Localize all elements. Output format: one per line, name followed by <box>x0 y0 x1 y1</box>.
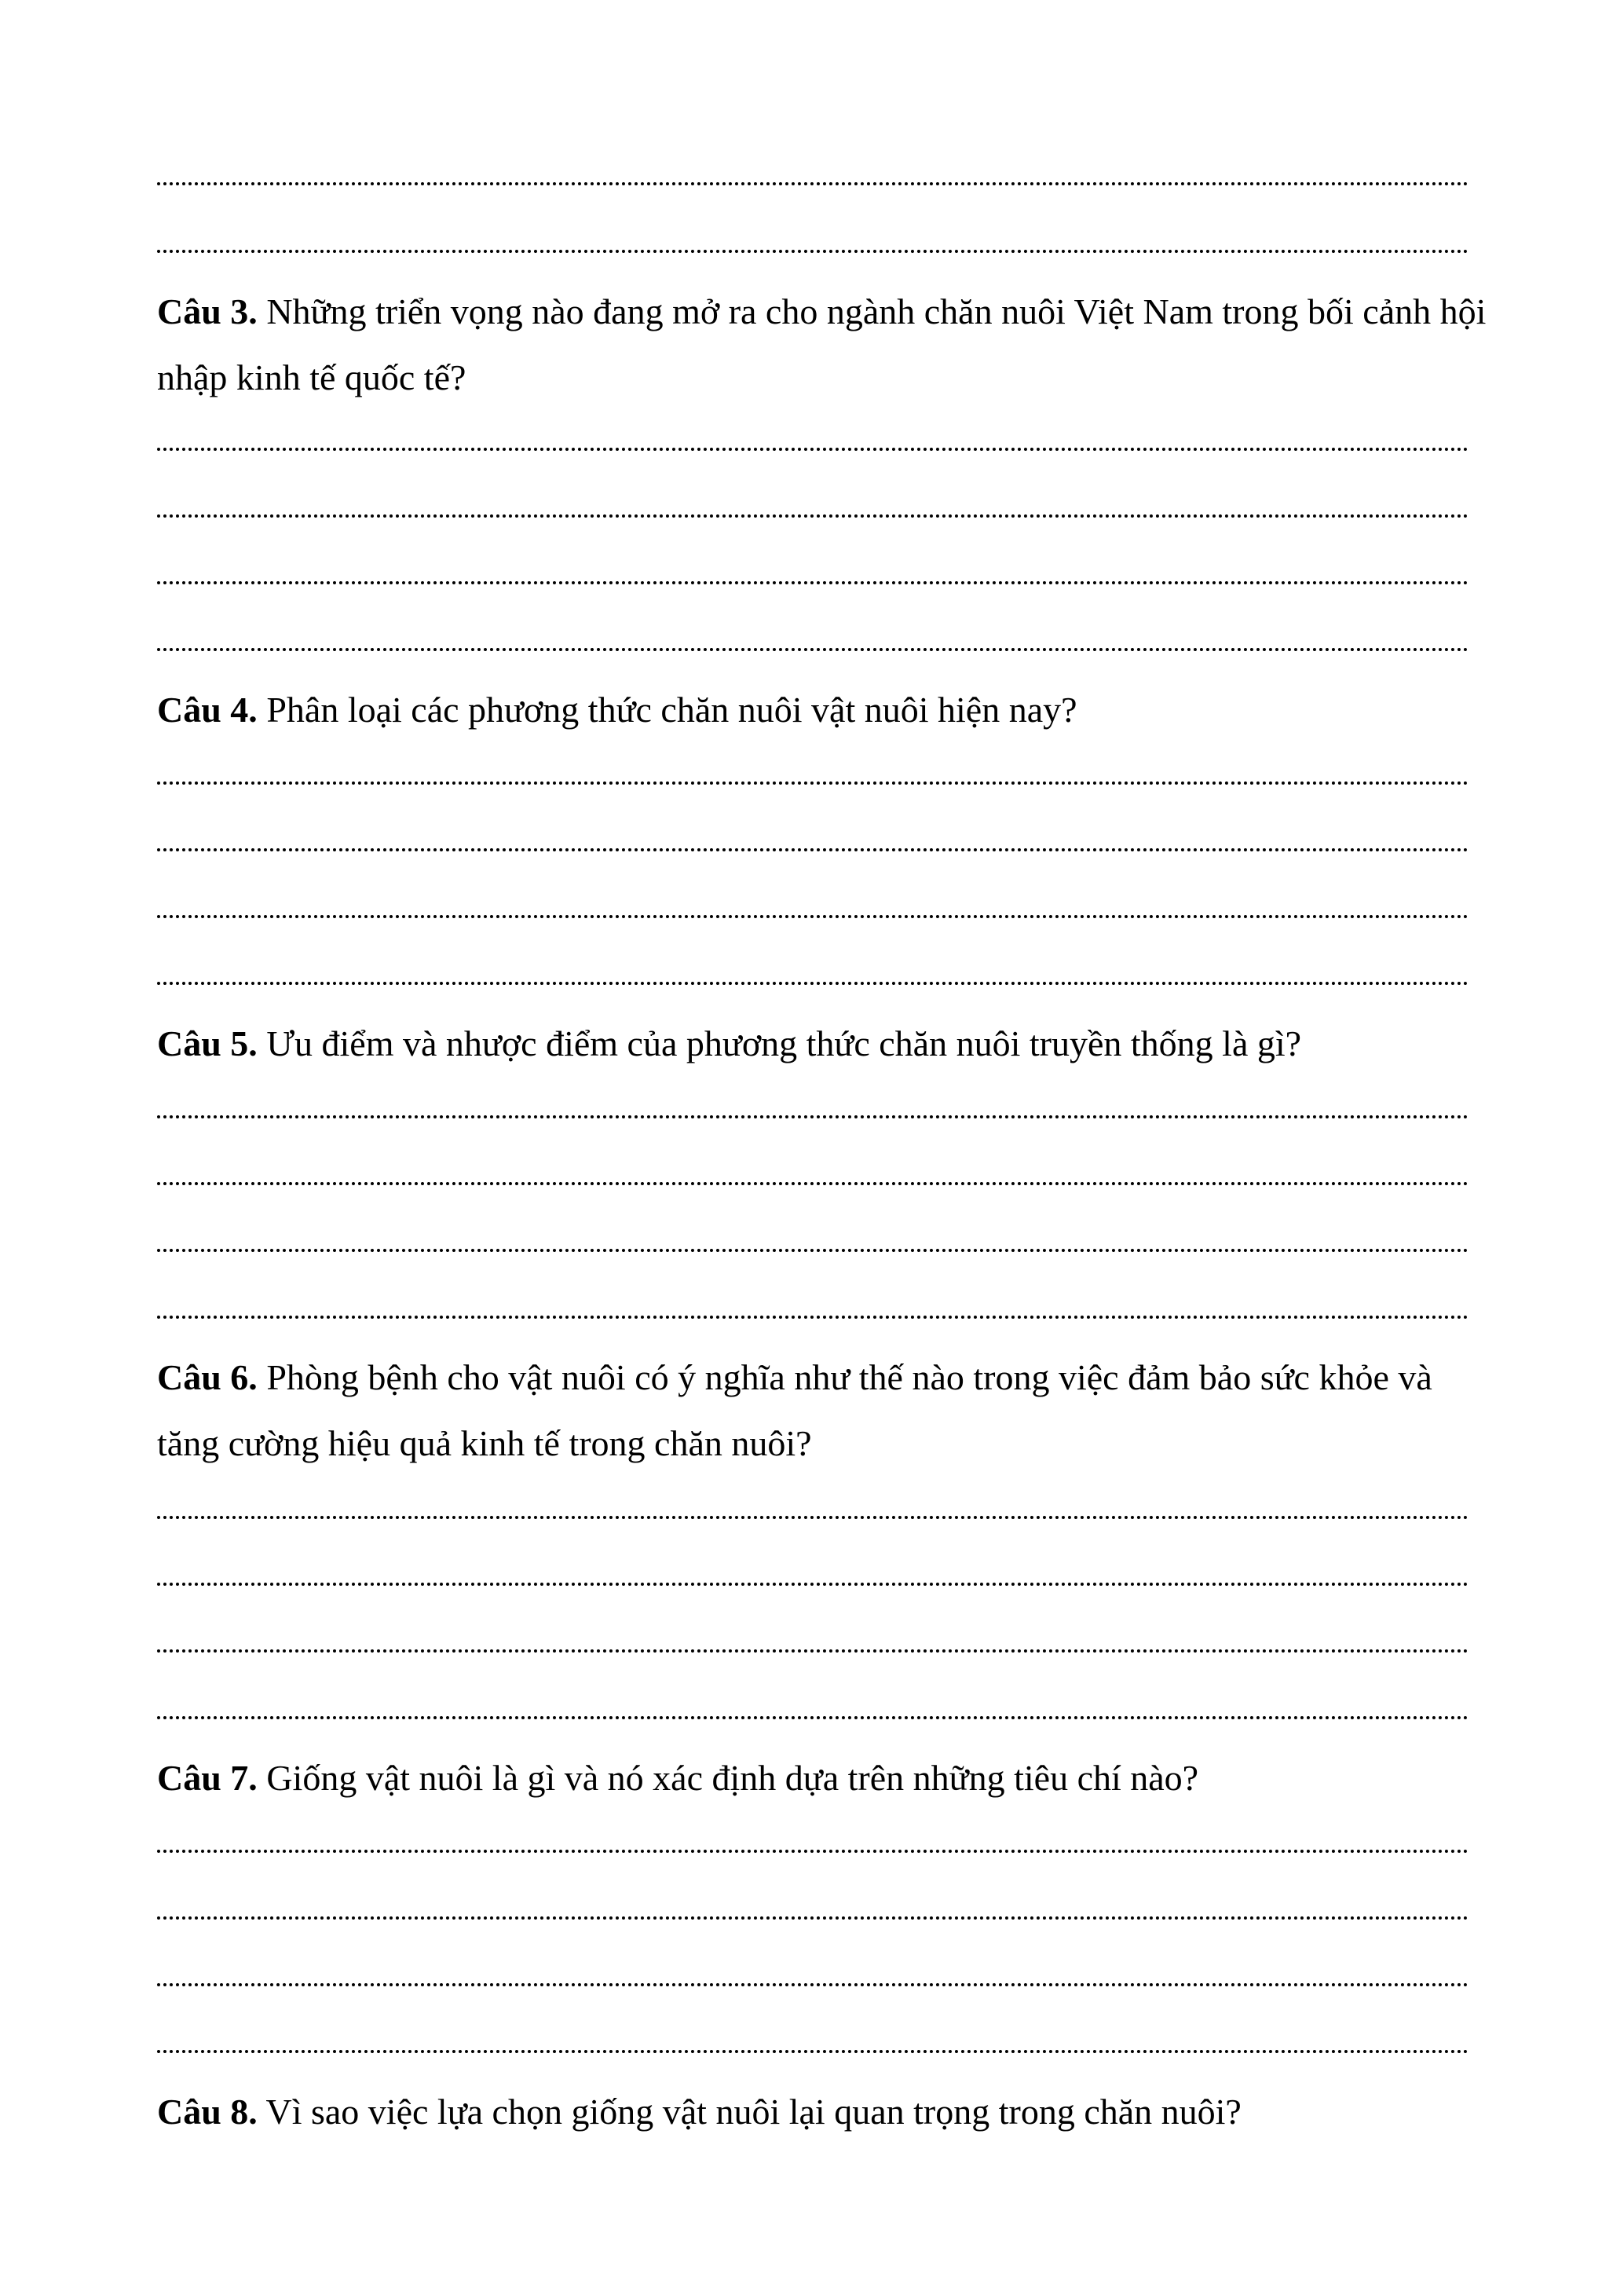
answer-line <box>157 2050 1469 2053</box>
question-label: Câu 5. <box>157 1023 258 1063</box>
question-text: Những triển vọng nào đang mở ra cho ngành chăn nuôi Việt Nam trong bối cảnh hội nhập kinh tế quốc tế? <box>157 291 1487 397</box>
answer-line <box>157 182 1469 185</box>
answer-line <box>157 1316 1469 1319</box>
question-3 <box>157 279 1492 411</box>
question-7 <box>157 1745 1492 1811</box>
answer-line <box>157 250 1469 253</box>
question-label: Câu 4. <box>157 690 258 730</box>
question-text: Ưu điểm và nhược điểm của phương thức chăn nuôi truyền thống là gì? <box>266 1023 1302 1063</box>
question-text: Phòng bệnh cho vật nuôi có ý nghĩa như thế nào trong việc đảm bảo sức khỏe và tăng cường hiệu quả kinh tế trong chăn nuôi? <box>157 1357 1432 1463</box>
question-text: Giống vật nuôi là gì và nó xác định dựa trên những tiêu chí nào? <box>266 1758 1199 1798</box>
answer-line <box>157 1583 1469 1586</box>
answer-line <box>157 1249 1469 1252</box>
answer-line <box>157 915 1469 918</box>
question-text: Vì sao việc lựa chọn giống vật nuôi lại quan trọng trong chăn nuôi? <box>265 2092 1242 2132</box>
question-8 <box>157 2079 1492 2145</box>
answer-line <box>157 982 1469 985</box>
question-label: Câu 6. <box>157 1357 258 1397</box>
answer-line <box>157 1516 1469 1519</box>
answer-line <box>157 448 1469 451</box>
question-text: Phân loại các phương thức chăn nuôi vật nuôi hiện nay? <box>266 690 1077 730</box>
answer-line <box>157 581 1469 584</box>
question-label: Câu 7. <box>157 1758 258 1798</box>
answer-line <box>157 1182 1469 1185</box>
question-4 <box>157 677 1492 743</box>
answer-line <box>157 1649 1469 1653</box>
answer-line <box>157 1850 1469 1853</box>
answer-line <box>157 1716 1469 1719</box>
answer-line <box>157 781 1469 785</box>
answer-line <box>157 648 1469 651</box>
question-5 <box>157 1011 1492 1077</box>
question-label: Câu 3. <box>157 291 258 331</box>
question-label: Câu 8. <box>157 2092 258 2132</box>
question-6 <box>157 1345 1492 1477</box>
answer-line <box>157 1115 1469 1118</box>
answer-line <box>157 514 1469 518</box>
answer-line <box>157 1983 1469 1986</box>
answer-line <box>157 848 1469 851</box>
answer-line <box>157 1916 1469 1920</box>
